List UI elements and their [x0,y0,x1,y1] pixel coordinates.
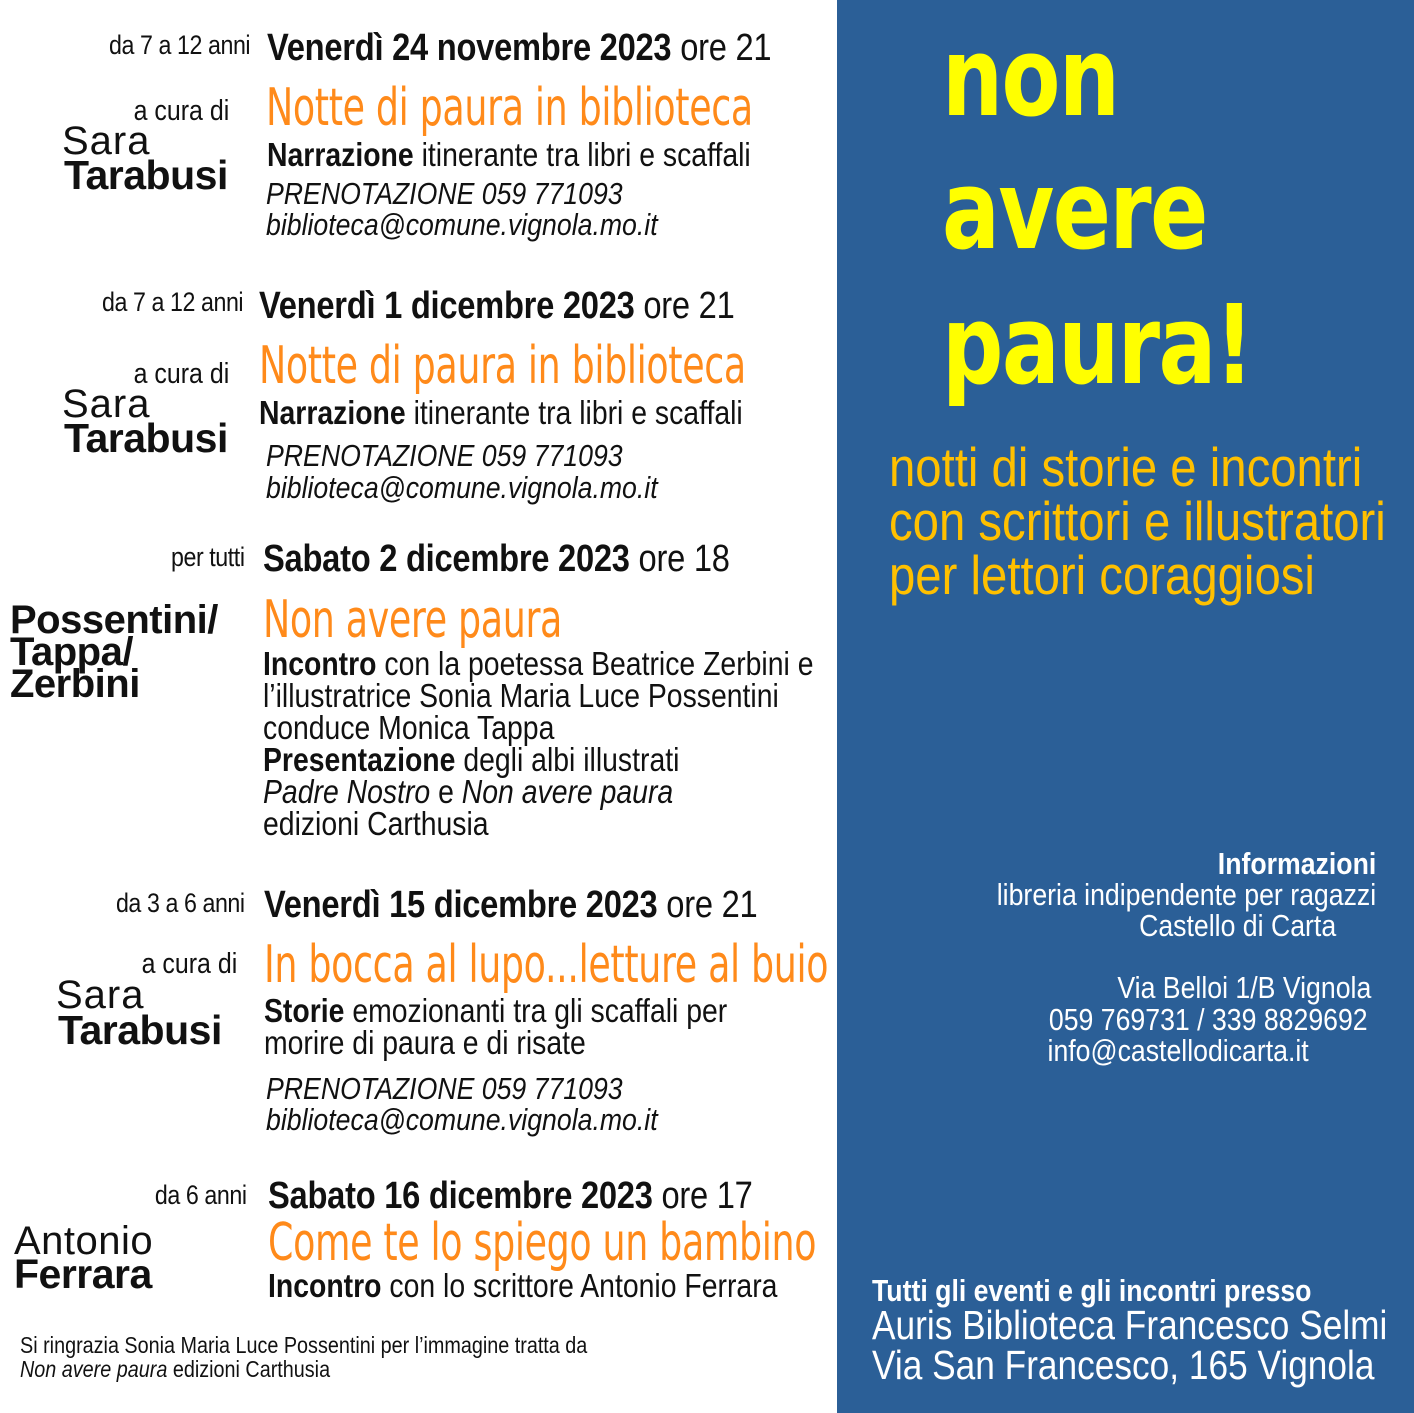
desc-text: con lo scrittore Antonio Ferrara [389,1267,778,1304]
info-bookshop-type: libreria indipendente per ragazzi [996,877,1376,912]
credits-text: edizioni Carthusia [172,1356,331,1382]
info-bookshop-name: Castello di Carta [1138,908,1336,943]
info-address: Via Belloi 1/B Vignola [1117,970,1371,1005]
event-date [263,538,730,581]
desc-bold: Narrazione [267,136,414,173]
desc-bold: Presentazione [263,741,456,778]
desc-text: morire di paura e di risate [264,1024,586,1061]
credits-book-title: Non avere paura [20,1356,168,1382]
event-age: da 7 a 12 anni [101,287,243,317]
publisher: edizioni Carthusia [263,805,489,842]
event-description [259,394,743,431]
promo-panel [837,0,1414,1413]
event-time: ore 21 [680,27,772,69]
event-date-bold: Sabato 16 dicembre 2023 [268,1175,653,1217]
author-first-name: Antonio [14,1219,154,1263]
booking-email[interactable]: biblioteca@comune.vignola.mo.it [266,207,658,242]
book-title: Padre Nostro [263,773,431,810]
event-date-bold: Venerdì 24 novembre 2023 [267,27,672,69]
event-description [264,992,728,1061]
event-description [263,645,814,842]
event-date [259,285,734,328]
booking-phone: PRENOTAZIONE 059 771093 [266,438,623,473]
event-date [264,884,757,927]
author-name: Possentini/ [10,598,218,642]
desc-text: emozionanti tra gli scaffali per [352,992,728,1029]
info-heading [1218,848,1376,879]
desc-text: degli albi illustrati [463,741,680,778]
booking-phone: PRENOTAZIONE 059 771093 [266,176,623,211]
curator-last-name: Tarabusi [64,415,228,461]
event-date-bold: Sabato 2 dicembre 2023 [263,538,630,580]
event-time: ore 21 [643,285,735,327]
desc-bold: Narrazione [259,394,406,431]
subtitle-line: con scrittori e illustratori [889,490,1386,552]
event-date [268,1175,753,1218]
curator-last-name: Tarabusi [58,1007,222,1053]
curator-first-name: Sara [62,382,151,426]
event-age: da 7 a 12 anni [108,30,250,60]
curator-first-name: Sara [62,119,151,163]
event-description [268,1267,778,1304]
event-time: ore 18 [638,538,730,580]
event-time: ore 17 [661,1175,753,1217]
event-title: Non avere paura [263,590,563,650]
book-title: Non avere paura [461,773,674,810]
event-title: Come te lo spiego un bambino [268,1213,817,1273]
desc-bold: Incontro [268,1267,382,1304]
desc-text: e [438,773,454,810]
venue-name: Auris Biblioteca Francesco Selmi [872,1302,1388,1348]
info-email[interactable]: info@castellodicarta.it [1047,1033,1309,1068]
desc-bold: Incontro [263,645,377,682]
desc-text: conduce Monica Tappa [263,709,555,746]
booking-email[interactable]: biblioteca@comune.vignola.mo.it [266,1102,658,1137]
authors-names [10,598,218,706]
desc-text: itinerante tra libri e scaffali [413,394,743,431]
venue-heading: Tutti gli eventi e gli incontri presso [872,1273,1312,1308]
subtitle [889,436,1386,606]
headline-line: non [942,13,1119,141]
event-age: da 6 anni [155,1180,247,1210]
booking-phone: PRENOTAZIONE 059 771093 [266,1071,623,1106]
event-age: da 3 a 6 anni [116,888,245,918]
curator-first-name: Sara [56,973,145,1017]
curated-by-label: a cura di [141,948,237,980]
event-title: Notte di paura in biblioteca [266,78,753,138]
event-age: per tutti [171,542,245,572]
booking-email[interactable]: biblioteca@comune.vignola.mo.it [266,470,658,505]
event-date [267,27,771,70]
curator-last-name: Tarabusi [64,152,228,198]
venue-address: Via San Francesco, 165 Vignola [872,1342,1375,1388]
desc-text: l’illustratrice Sonia Maria Luce Possentini [263,677,779,714]
author-name: Zerbini [10,662,140,706]
curated-by-label: a cura di [133,358,229,390]
author-last-name: Ferrara [14,1251,152,1297]
info-heading-text: Informazioni [1217,846,1376,881]
desc-text: itinerante tra libri e scaffali [421,136,751,173]
event-description [267,136,751,173]
info-phones: 059 769731 / 339 8829692 [1049,1002,1368,1037]
curated-by-label: a cura di [133,95,229,127]
subtitle-line: per lettori coraggiosi [889,544,1315,606]
event-title: In bocca al lupo...letture al buio [264,935,829,995]
headline-line: paura! [942,281,1253,409]
author-name: Tappa/ [10,630,133,674]
desc-text: con la poetessa Beatrice Zerbini e [384,645,814,682]
event-title: Notte di paura in biblioteca [259,336,746,396]
event-date-bold: Venerdì 15 dicembre 2023 [264,884,658,926]
credits-text: Si ringrazia Sonia Maria Luce Possentini per l’immagine tratta da [20,1332,588,1358]
image-credits [20,1333,587,1381]
event-date-bold: Venerdì 1 dicembre 2023 [259,285,635,327]
event-time: ore 21 [666,884,758,926]
headline-line: avere [942,146,1207,274]
desc-bold: Storie [264,992,345,1029]
subtitle-line: notti di storie e incontri [889,436,1363,498]
